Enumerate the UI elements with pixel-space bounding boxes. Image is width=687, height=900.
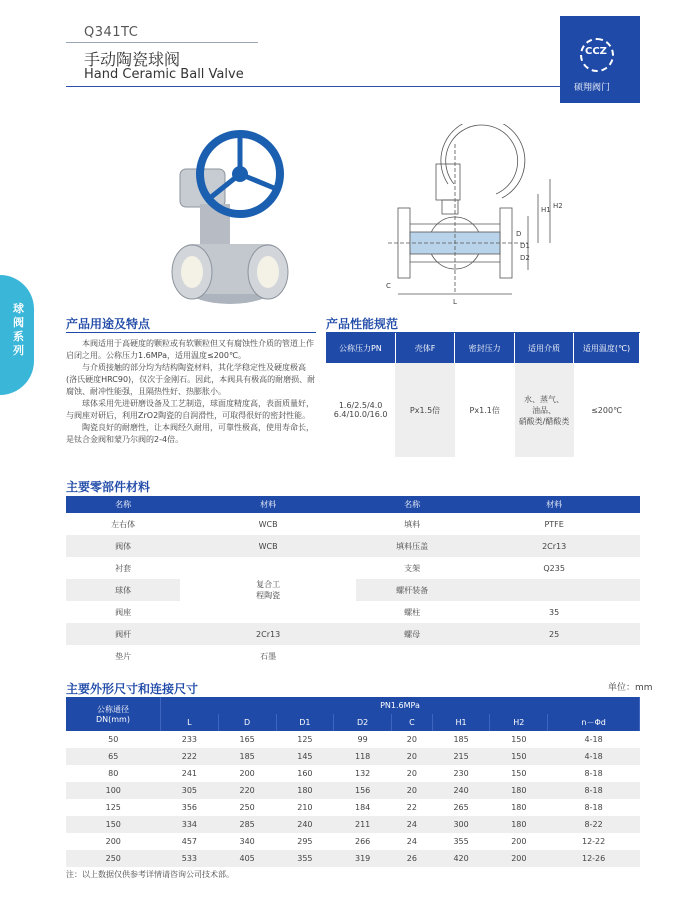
table-row xyxy=(66,731,640,748)
features-paragraph: 与介质接触的部分均为结构陶瓷材料，其化学稳定性及硬度极高(洛氏硬度HRC90)，仅次于金刚石。因此，本阀具有极高的耐磨损、耐腐蚀、耐冲性能强，且隔热性好、热膨胀小。 xyxy=(66,363,316,396)
dim-label-h2: H2 xyxy=(553,202,563,210)
mat-cell: 左右体 xyxy=(111,519,136,529)
table-row xyxy=(66,557,640,579)
dim-cell: 118 xyxy=(354,752,371,761)
dim-cell: 24 xyxy=(406,837,417,846)
perf-cell: 水、蒸气、 油品、 硝酸类/醋酸类 xyxy=(515,363,574,457)
mat-cell xyxy=(356,645,468,667)
dim-label-d1: D1 xyxy=(520,242,530,250)
dim-cell: 356 xyxy=(181,803,198,812)
dn-header: 公称通径 DN(mm) xyxy=(66,697,161,731)
dim-cell: 240 xyxy=(453,786,469,795)
dim-col-header: H1 xyxy=(432,714,490,731)
mat-cell: 填料压盖 xyxy=(396,541,429,551)
perf-col-header: 公称压力PN xyxy=(326,333,395,363)
dim-cell: 184 xyxy=(354,803,371,812)
dim-cell: 241 xyxy=(181,769,198,778)
mat-col-header: 名称 xyxy=(66,496,180,513)
dim-cell: 26 xyxy=(406,854,417,863)
dim-cell: 533 xyxy=(181,854,198,863)
table-row xyxy=(66,799,640,816)
dim-cell: 200 xyxy=(511,837,527,846)
dim-cell: 180 xyxy=(297,786,313,795)
mat-cell xyxy=(468,579,640,601)
dim-cell: 185 xyxy=(453,735,469,744)
dim-cell: 405 xyxy=(239,854,255,863)
dimensions-heading: 主要外形尺寸和连接尺寸 xyxy=(66,682,199,696)
mat-cell: 石墨 xyxy=(260,651,277,661)
table-row xyxy=(66,535,640,557)
mat-cell: 垫片 xyxy=(115,651,132,661)
dim-cell: 150 xyxy=(511,769,527,778)
dim-cell: 200 xyxy=(511,854,527,863)
features-heading: 产品用途及特点 xyxy=(66,317,151,331)
dim-cell: 165 xyxy=(239,735,255,744)
perf-cell: 1.6/2.5/4.0 6.4/10.0/16.0 xyxy=(333,401,388,419)
mat-cell: 阀体 xyxy=(115,541,132,551)
mat-cell: WCB xyxy=(258,541,278,551)
dim-cell: 266 xyxy=(354,837,371,846)
dim-cell: 20 xyxy=(406,752,417,761)
mat-cell: 阀座 xyxy=(115,607,132,617)
header-bottom-rule xyxy=(66,86,560,87)
header-top-rule xyxy=(66,42,258,43)
features-paragraph: 球体采用先进研磨设备及工艺制造，球面度精度高，表面质量好，与阀座对研后，利用ZrO2陶瓷的自润滑性，可取得很好的密封性能。 xyxy=(66,399,314,420)
dim-cell: 230 xyxy=(453,769,469,778)
features-description xyxy=(66,338,316,446)
mat-cell: 阀杆 xyxy=(115,629,132,639)
dim-cell: 233 xyxy=(181,735,198,744)
dim-cell: 156 xyxy=(354,786,371,795)
dim-cell: 4-18 xyxy=(584,735,603,744)
dim-cell: 125 xyxy=(297,735,313,744)
dim-cell: 285 xyxy=(239,820,255,829)
dim-cell: 12-22 xyxy=(581,837,606,846)
dim-cell: 200 xyxy=(239,769,255,778)
dim-cell: 180 xyxy=(511,786,527,795)
table-row xyxy=(66,765,640,782)
pn-header: PN1.6MPa xyxy=(161,697,640,714)
perf-cell: Px1.5倍 xyxy=(395,363,455,457)
logo-mark: CCZ xyxy=(585,46,607,57)
mat-cell: 填料 xyxy=(404,519,421,529)
materials-table xyxy=(66,496,640,667)
mat-cell: WCB xyxy=(258,519,278,529)
dim-cell: 200 xyxy=(105,837,121,846)
mat-cell: 支架 xyxy=(404,563,421,573)
dim-cell: 300 xyxy=(453,820,469,829)
dim-label-d2: D2 xyxy=(520,254,530,262)
table-row xyxy=(66,782,640,799)
dim-cell: 125 xyxy=(105,803,121,812)
table-row xyxy=(66,833,640,850)
dim-cell: 20 xyxy=(406,735,417,744)
dim-cell: 295 xyxy=(297,837,313,846)
mat-cell xyxy=(468,645,640,667)
perf-col-header: 密封压力 xyxy=(455,333,515,363)
dim-cell: 8-18 xyxy=(584,786,603,795)
mat-cell: 螺柱 xyxy=(404,607,421,617)
dim-col-header: L xyxy=(161,714,219,731)
dim-cell: 20 xyxy=(406,769,417,778)
dim-col-header: D2 xyxy=(334,714,392,731)
dim-cell: 355 xyxy=(453,837,469,846)
dim-cell: 22 xyxy=(406,803,417,812)
dim-cell: 145 xyxy=(297,752,313,761)
dim-cell: 8-22 xyxy=(584,820,603,829)
dim-label-c: C xyxy=(386,282,391,290)
dim-cell: 265 xyxy=(453,803,469,812)
dim-cell: 185 xyxy=(239,752,255,761)
mat-cell: 2Cr13 xyxy=(256,629,281,639)
page-title-cn: 手动陶瓷球阀 xyxy=(84,50,181,69)
dim-label-d: D xyxy=(516,230,522,238)
dim-cell: 334 xyxy=(181,820,198,829)
dim-label-l: L xyxy=(453,298,457,306)
dim-cell: 340 xyxy=(239,837,255,846)
dim-cell: 420 xyxy=(453,854,469,863)
dim-cell: 100 xyxy=(105,786,121,795)
footnote: 注：以上数据仅供参考详情请咨询公司技术部。 xyxy=(66,870,234,879)
page-title-en: Hand Ceramic Ball Valve xyxy=(84,67,244,82)
mat-cell: 螺杆装备 xyxy=(396,585,429,595)
perf-col-header: 壳体F xyxy=(395,333,455,363)
dim-cell: 215 xyxy=(453,752,469,761)
dim-col-header: H2 xyxy=(490,714,548,731)
mat-cell: 螺母 xyxy=(404,629,421,639)
features-paragraph: 陶瓷良好的耐磨性，让本阀经久耐用，可靠性极高，使用寿命长，是钛合金阀和蒙乃尔阀的2-4倍。 xyxy=(66,423,314,444)
mat-cell: 35 xyxy=(549,607,560,617)
valve-technical-drawing xyxy=(378,124,563,309)
mat-cell: 球体 xyxy=(115,585,132,595)
dimensions-table xyxy=(66,697,640,867)
table-row xyxy=(66,645,640,667)
dim-cell: 250 xyxy=(239,803,255,812)
table-row xyxy=(66,748,640,765)
dim-cell: 150 xyxy=(105,820,121,829)
dim-cell: 240 xyxy=(297,820,313,829)
dim-cell: 8-18 xyxy=(584,803,603,812)
dim-cell: 160 xyxy=(297,769,313,778)
mat-cell: PTFE xyxy=(544,519,564,529)
dim-cell: 50 xyxy=(108,735,119,744)
features-paragraph: 本阀适用于高硬度的颗粒或有软颗粒但又有腐蚀性介质的管道上作启闭之用。公称压力1.6MPa，适用温度≤200℃。 xyxy=(66,339,314,360)
dim-col-header: D xyxy=(218,714,276,731)
dim-cell: 210 xyxy=(297,803,313,812)
mat-cell: 复合工 程陶瓷 xyxy=(256,580,281,600)
mat-cell: 2Cr13 xyxy=(542,541,567,551)
features-rule xyxy=(66,332,316,333)
mat-col-header: 名称 xyxy=(356,496,468,513)
dim-cell: 65 xyxy=(108,752,119,761)
brand-name: 硕翔阀门 xyxy=(574,83,611,93)
perf-col-header: 适用介质 xyxy=(515,333,574,363)
dim-cell: 457 xyxy=(181,837,198,846)
model-number: Q341TC xyxy=(84,25,139,40)
table-row xyxy=(66,850,640,867)
dim-cell: 211 xyxy=(354,820,371,829)
dim-cell: 220 xyxy=(239,786,255,795)
table-row xyxy=(66,623,640,645)
dim-cell: 8-18 xyxy=(584,769,603,778)
dim-cell: 12-26 xyxy=(581,854,606,863)
table-row xyxy=(66,513,640,535)
perf-col-header: 适用温度(℃) xyxy=(574,333,640,363)
mat-col-header: 材料 xyxy=(468,496,640,513)
materials-heading: 主要零部件材料 xyxy=(66,480,151,494)
dim-cell: 355 xyxy=(297,854,313,863)
dim-cell: 180 xyxy=(511,803,527,812)
perf-cell: Px1.1倍 xyxy=(469,405,500,415)
mat-cell: 衬套 xyxy=(115,563,132,573)
mat-cell: 25 xyxy=(549,629,560,639)
mat-cell: Q235 xyxy=(543,563,565,573)
dim-col-header: C xyxy=(392,714,433,731)
dim-cell: 319 xyxy=(354,854,371,863)
performance-table xyxy=(326,333,640,457)
dim-col-header: n－Φd xyxy=(548,714,640,731)
dim-cell: 132 xyxy=(354,769,371,778)
dim-cell: 80 xyxy=(108,769,119,778)
dim-cell: 180 xyxy=(511,820,527,829)
dim-cell: 150 xyxy=(511,735,527,744)
dim-cell: 99 xyxy=(357,735,368,744)
series-side-label: 球阀系列 xyxy=(13,302,24,357)
dim-cell: 150 xyxy=(511,752,527,761)
perf-cell: ≤200℃ xyxy=(591,405,623,415)
dim-cell: 305 xyxy=(181,786,198,795)
unit-label: 单位：mm xyxy=(608,683,653,693)
dim-cell: 24 xyxy=(406,820,417,829)
mat-col-header: 材料 xyxy=(180,496,356,513)
valve-photo xyxy=(150,124,310,309)
dim-cell: 222 xyxy=(181,752,198,761)
table-row xyxy=(66,816,640,833)
performance-heading: 产品性能规范 xyxy=(326,317,399,331)
dim-label-h1: H1 xyxy=(541,206,551,214)
dim-cell: 250 xyxy=(105,854,121,863)
dim-col-header: D1 xyxy=(276,714,334,731)
dim-cell: 4-18 xyxy=(584,752,603,761)
dim-cell: 20 xyxy=(406,786,417,795)
